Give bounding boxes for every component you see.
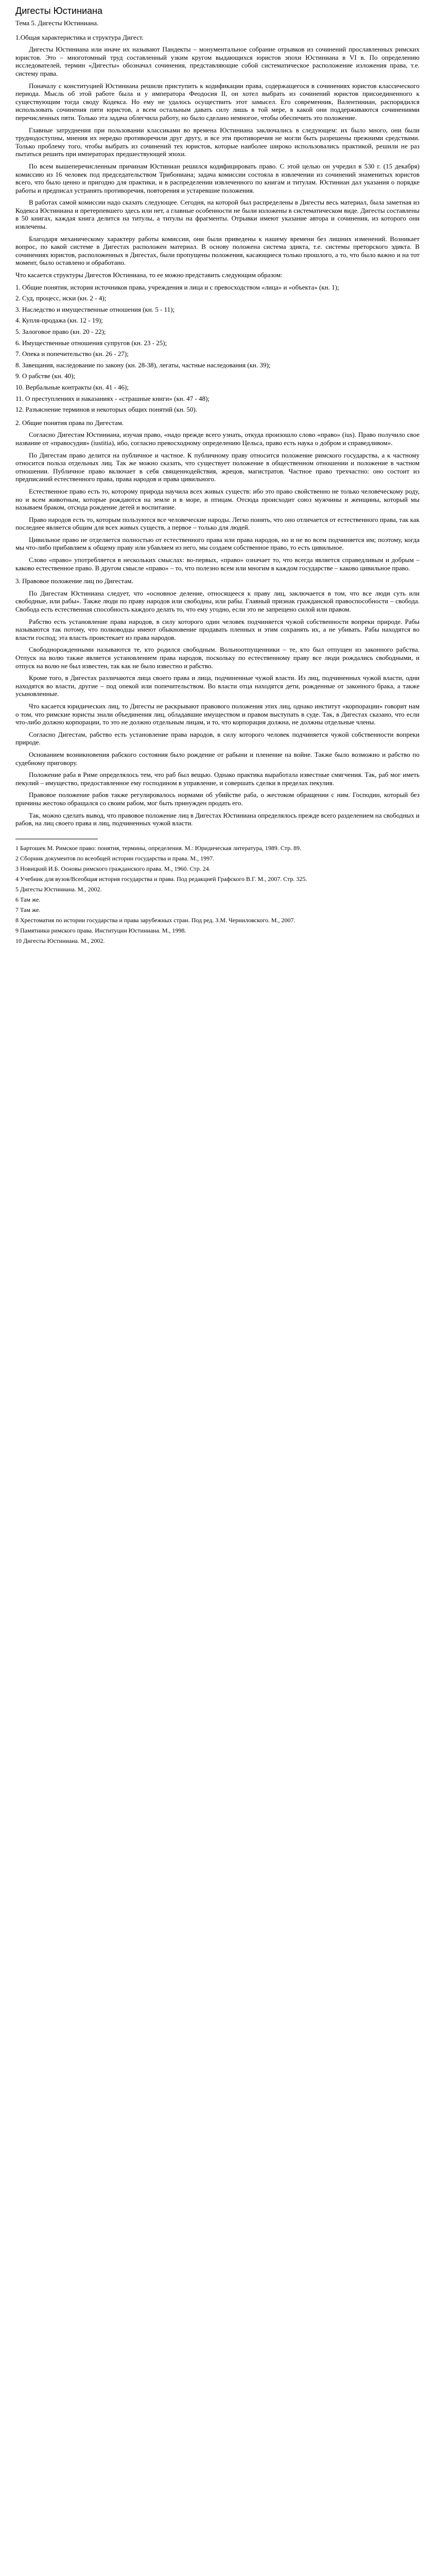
paragraph: Поначалу с конституцией Юстиниана решили приступить к кодификации права, содержащегося в сочинениях юристов классического периода. Мысль об этой работе была и у императора Феодосия II, он хотел выбрать из сочинений юристов присоединенного к существующим тогда своду Кодекса. Но ему не удалось осуществить этот замысел. Его современник, Валентиниан, распорядился использовать сочинения пяти юристов, а всем остальным давать силу лишь в той мере, в какой они поддерживаются сочинениями перечисленных пяти. Только эта задача облегчила работу, но было сделано немногое, чтобы обеспечить это положение. bbox=[15, 81, 420, 122]
paragraph: Согласно Дигестам Юстиниана, изучая право, «надо прежде всего узнать, откуда произошло слово «право» (ius). Право получило свое название от «правосудия» (iustitia), ибо, согласно превосходному определению Цельса, право есть наука о добром и справедливом». bbox=[15, 431, 420, 447]
footnote: 3 Новицкий И.Б. Основы римского гражданского права. М., 1960. Стр. 24. bbox=[15, 865, 211, 872]
paragraph: По Дигестам Юстиниана следует, что «основное деление, относящееся к праву лиц, заключается в том, что все люди суть или свободные, или рабы». Также люди по праву народов или свободны, или рабы. Главный признак гражданской правоспособности – свобода. Свобода есть естественная способность каждого делать то, что ему угодно, если это не запрещено силой или правом. bbox=[15, 589, 420, 614]
structure-list-item: 9. О рабстве (кн. 40); bbox=[15, 372, 76, 380]
paragraph: Дигесты Юстиниана или иначе их называют Пандекты – монументальное собрание отрывков из сочинений прославленных римских юристов. Это – многотомный труд составленный узким кругом выдающихся юристов эпохи Юстиниана в VI в. По определению исследователей, термин «Дигесты» обозначал сочинения, представляющие собой систематическое расположение изложения права, т.е. систему права. bbox=[15, 45, 420, 77]
structure-list-item: 3. Наследство и имущественные отношения (кн. 5 - 11); bbox=[15, 305, 175, 313]
footnote: 1 Бартошек М. Римское право: понятия, термины, определения. М.: Юридическая литература, 1989. Стр. 89. bbox=[15, 844, 302, 852]
footnote: 10 Дигесты Юстиниана. М., 2002. bbox=[15, 937, 105, 944]
paragraph: Так, можно сделать вывод, что правовое положение лиц в Дигестах Юстиниана определялось прежде всего разделением на свободных и рабов, на лиц своего права и лиц, подчиненных чужой власти. bbox=[15, 811, 420, 827]
structure-list-item: 6. Имущественные отношения супругов (кн. 23 - 25); bbox=[15, 338, 167, 347]
footnote: 2 Сборник документов по всеобщей истории государства и права. М., 1997. bbox=[15, 854, 215, 862]
structure-list-item: 7. Опека и попечительство (кн. 26 - 27); bbox=[15, 350, 129, 358]
paragraph: Благодаря механическому характеру работы комиссии, они были приведены к нашему времени без лишних изменений. Возникает вопрос, по какой системе в Дигестах расположен материал. В основу положена система эдикта, т.е. системы преторского эдикта. В сочинениях юристов, расположенных в Дигестах, были пропущены положения, касающиеся только прошлого, а то, что было важно и на тот момент, было оставлено и обработано. bbox=[15, 234, 420, 267]
paragraph: Свободнорожденными называются те, кто родился свободным. Вольноотпущенники – те, кто был отпущен из законного рабства. Отпуск на волю также является установлением права народов, поскольку по естественному праву все люди рождались свободными, и отпуск на волю не был известен, так как не было известно и рабство. bbox=[15, 646, 420, 670]
paragraph: В работах самой комиссии надо сказать следующее. Сегодня, на которой был распределены в Дигесты весь материал, была заметная из Кодекса Юстиниана и претерпевшего здесь или нет, а главные особенности не были изложены в систематическом виде. Дигесты составлены в 50 книгах, каждая книга делится на титулы, а титулы на фрагменты. Отрывки имеют указание автора и сочинения, из которого они извлечены. bbox=[15, 198, 420, 231]
paragraph: Рабство есть установление права народов, в силу которого один человек подчиняется чужой собственности вопреки природе. Рабы называются так потому, что полководцы имеют обыкновение продавать пленных и этим сохранять их, а не убивать. Рабы находятся во власти господ; эта власть проистекает из права народов. bbox=[15, 617, 420, 641]
structure-list-item: 5. Залоговое право (кн. 20 - 22); bbox=[15, 328, 106, 335]
structure-list-item: 4. Купля-продажа (кн. 12 - 19); bbox=[15, 316, 103, 325]
paragraph: Что касается структуры Дигестов Юстиниана, то ее можно представить следующим образом: bbox=[15, 271, 283, 279]
paragraph: Естественное право есть то, которому природа научила всех живых существ: ибо это право свойственно не только человеческому роду, но и всем животным, которые рождаются на земле и в море, и птицам. Отсюда происходит союз мужчины и женщины, который мы называем браком, отсюда рождение детей и воспитание. bbox=[15, 487, 420, 512]
footnote: 9 Памятники римского права. Институции Юстиниана. М., 1998. bbox=[15, 926, 186, 934]
footnote: 5 Дигесты Юстиниана. М., 2002. bbox=[15, 885, 102, 893]
footnote: 8 Хрестоматия по истории государства и права зарубежных стран. Под ред. З.М. Черниловского. М., 2007. bbox=[15, 916, 295, 924]
footnotes-list bbox=[15, 844, 420, 944]
structure-list-item: 10. Вербальные контракты (кн. 41 - 46); bbox=[15, 383, 129, 391]
paragraph: Цивильное право не отделяется полностью от естественного права или права народов, но и не во всем подчиняется им; поэтому, когда мы что-либо прибавляем к общему праву или убавляем из него, мы создаем собственное право, то есть цивильное. bbox=[15, 535, 420, 552]
structure-list-item: 12. Разъяснение терминов и некоторых общих понятий (кн. 50). bbox=[15, 405, 197, 414]
structure-list-item: 11. О преступлениях и наказаниях - «страшные книги» (кн. 47 - 48); bbox=[15, 394, 210, 402]
paragraph: Правовое положение рабов также регулировалось нормами об убийстве раба, о жестоком обращении с ним. Господин, который без причины жестоко обращался со своим рабом, мог быть принужден продать его. bbox=[15, 791, 420, 807]
structure-list bbox=[15, 283, 420, 414]
section-heading-2: 2. Общие понятия права по Дигестам. bbox=[15, 418, 124, 427]
paragraph: Положение раба в Риме определялось тем, что раб был вещью. Однако практика выработала известные смягчения. Так, раб мог иметь пекулий – имущество, предоставленное ему господином в управление, и совершать сделки в пределах пекулия. bbox=[15, 771, 420, 787]
footnote: 6 Там же. bbox=[15, 895, 41, 903]
footnote: 4 Учебник для вузов/Всеобщая история государства и права. Под редакцией Графского В.Г. М., 2007. Стр. 325. bbox=[15, 875, 307, 883]
footnote: 7 Там же. bbox=[15, 906, 41, 913]
paragraph: Что касается юридических лиц, то Дигесты не раскрывают правового положения этих лиц, однако институт «корпорации» говорит нам о том, что римские юристы знали объединения лиц, обладавшие имуществом и правом выступать в суде. Так, в Дигестах сказано, что если что-либо должно корпорации, то это не должно отдельным лицам, и то, что корпорация должна, не должны отдельные члены. bbox=[15, 702, 420, 726]
structure-list-item: 1. Общие понятия, история источников права, учреждения и лица и с превосходством «лица» и «объекта» (кн. 1); bbox=[15, 283, 339, 291]
paragraph: Право народов есть то, которым пользуются все человеческие народы. Легко понять, что оно отличается от естественного права, так как последнее является общим для всех живых существ, а первое – только для людей. bbox=[15, 515, 420, 532]
structure-list-item: 8. Завещания, наследование по закону (кн. 28-38), легаты, частные наследования (кн. 39); bbox=[15, 361, 271, 369]
paragraph: Кроме того, в Дигестах различаются лица своего права и лица, подчиненные чужой власти. Из лиц, подчиненных чужой власти, одни находятся во власти, другие – под опекой или попечительством. Во власти отца находятся дети, рожденные от законного брака, а также усыновленные. bbox=[15, 674, 420, 698]
paragraph: Слово «право» употребляется в нескольких смыслах: во-первых, «право» означает то, что всегда является справедливым и добрым – каково естественное право. В другом смысле «право» – то, что полезно всем или многим в каждом государстве – каково цивильное право. bbox=[15, 556, 420, 572]
paragraph: Согласно Дигестам, рабство есть установление права народов, в силу которого человек подчиняется чужой собственности вопреки природе. bbox=[15, 730, 420, 747]
section-heading-3: 3. Правовое положение лиц по Дигестам. bbox=[15, 577, 133, 585]
paragraph: Главные затруднения при пользовании классиками во времена Юстиниана заключались в следующем: их было много, они были труднодоступны, мнения их нередко противоречили друг другу, и все эти противоречия не могли быть разрешены прежними средствами. Только проблему того, чтобы выбрать из сочинений тех юристов, которые наиболее широко использовались практикой, решили не раз пытаться решить при императорах предшествующей эпохи. bbox=[15, 126, 420, 158]
document-page bbox=[0, 0, 436, 963]
paragraph: По всем вышеперечисленным причинам Юстиниан решился кодифицировать право. С этой целью он учредил в 530 г. (15 декабря) комиссию из 16 человек под председательством Трибониана; задача комиссии состояла в извлечении из сочинений знаменитых юристов всего, что было ценно и пригодно для практики, и в распределении извлеченного по книгам и титулам. Юстиниан дал указания о порядке работы и предписал устранять противоречия, повторения и устаревшие положения. bbox=[15, 162, 420, 194]
section-heading-1: 1.Общая характеристика и структура Дигест. bbox=[15, 33, 144, 41]
structure-list-item: 2. Суд, процесс, иски (кн. 2 - 4); bbox=[15, 294, 107, 302]
document-theme: Тема 5. Дигесты Юстиниана. bbox=[15, 19, 99, 27]
document-title: Дигесты Юстиниана bbox=[15, 6, 103, 16]
paragraph: Основанием возникновения рабского состояния было рождение от рабыни и пленение на войне. Также было возможно и рабство по судебному приговору. bbox=[15, 750, 420, 767]
paragraph: По Дигестам право делится на публичное и частное. К публичному праву относится положение римского государства, а к частному относится польза отдельных лиц. Так же можно сказать, что существует положение в общественном отношении и положение в частном отношении. Публичное право включает в себя священнодействия, жрецов, магистратов. Частное право трехчастно: оно состоит из предписаний естественного права, права народов и права цивильного. bbox=[15, 451, 420, 483]
